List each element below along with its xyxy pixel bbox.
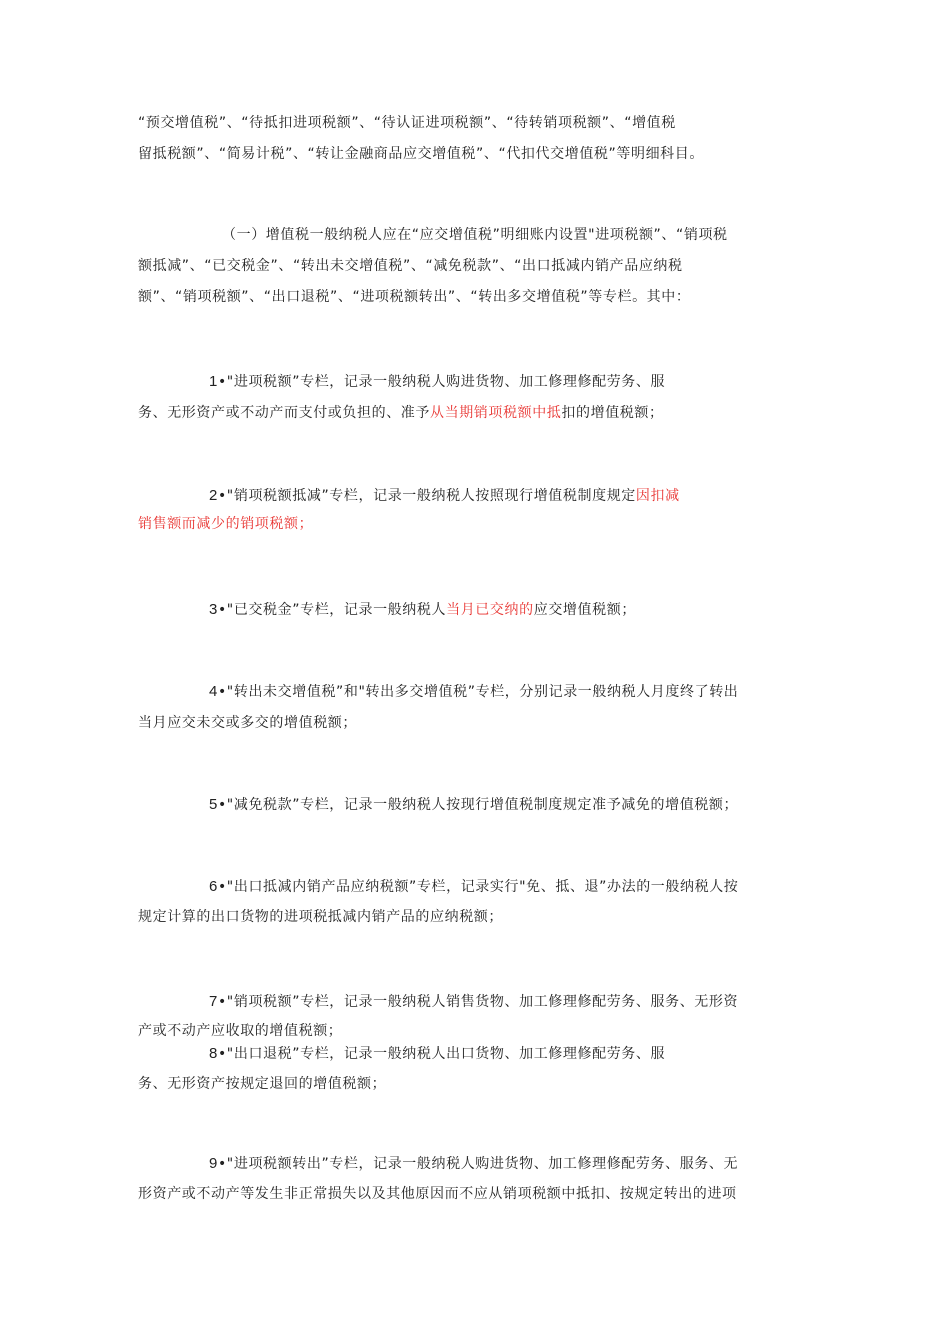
section1-line-3: 额”、“销项税额”、“出口退税”、“进项税额转出”、“转出多交增值税”等专栏。其中： (138, 289, 691, 305)
item-9-line-1 (209, 1155, 738, 1173)
item-6-line-2: 规定计算的出口货物的进项税抵减内销产品的应纳税额； (138, 909, 503, 925)
item-number: 4 (209, 683, 218, 700)
item-1-line-1 (209, 373, 665, 391)
item-text: •"转出未交增值税”和"转出多交增值税”专栏，分别记录一般纳税人月度终了转出 (217, 684, 739, 700)
item-9-line-2: 形资产或不动产等发生非正常损失以及其他原因而不应从销项税额中抵扣、按规定转出的进项 (138, 1186, 737, 1202)
item-text: •"减免税款”专栏，记录一般纳税人按现行增值税制度规定准予减免的增值税额； (217, 797, 739, 813)
intro-line-2: 留抵税额”、“简易计税”、“转让金融商品应交增值税”、“代扣代交增值税”等明细科目。 (138, 146, 704, 162)
item-text: 扣的增值税额； (561, 405, 664, 421)
item-text: •"进项税额转出”专栏，记录一般纳税人购进货物、加工修理修配劳务、服务、无 (217, 1156, 739, 1172)
item-text: •"销项税额抵减”专栏，记录一般纳税人按照现行增值税制度规定 (217, 488, 636, 504)
item-text: 应交增值税额； (533, 602, 636, 618)
item-number: 7 (209, 993, 218, 1010)
item-text: 务、无形资产或不动产而支付或负担的、准予 (138, 405, 430, 421)
item-7-line-2: 产或不动产应收取的增值税额； (138, 1023, 343, 1039)
item-text: •"销项税额”专栏，记录一般纳税人销售货物、加工修理修配劳务、服务、无形资 (217, 994, 739, 1010)
item-8-line-1 (209, 1045, 665, 1063)
item-1-line-2 (138, 404, 664, 422)
item-7-line-1 (209, 993, 738, 1011)
item-number: 8 (209, 1045, 218, 1062)
item-number: 2 (209, 487, 218, 504)
highlighted-text: 销售额而减少的销项税额； (138, 516, 314, 532)
item-5-line-1 (209, 796, 738, 814)
highlighted-text: 从当期销项税额中抵 (430, 405, 562, 421)
highlighted-text: 因扣减 (635, 488, 680, 504)
item-4-line-1 (209, 683, 738, 701)
item-number: 5 (209, 796, 218, 813)
item-number: 6 (209, 878, 218, 895)
item-4-line-2: 当月应交未交或多交的增值税额； (138, 715, 357, 731)
intro-line-1: “预交增值税”、“待抵扣进项税额”、“待认证进项税额”、“待转销项税额”、“增值税 (138, 115, 676, 131)
item-3-line-1 (209, 601, 636, 619)
item-text: •"出口退税”专栏，记录一般纳税人出口货物、加工修理修配劳务、服 (217, 1046, 666, 1062)
item-text: •"出口抵减内销产品应纳税额”专栏，记录实行"免、抵、退”办法的一般纳税人按 (217, 879, 739, 895)
item-8-line-2: 务、无形资产按规定退回的增值税额； (138, 1076, 387, 1092)
item-2-line-1 (209, 487, 680, 505)
highlighted-text: 当月已交纳的 (446, 602, 534, 618)
item-text: •"进项税额”专栏，记录一般纳税人购进货物、加工修理修配劳务、服 (217, 374, 666, 390)
section1-line-1: （一）增值税一般纳税人应在“应交增值税”明细账内设置"进项税额”、“销项税 (222, 227, 728, 243)
item-text: •"已交税金”专栏，记录一般纳税人 (217, 602, 447, 618)
section1-line-2: 额抵减”、“已交税金”、“转出未交增值税”、“减免税款”、“出口抵减内销产品应纳税 (138, 258, 683, 274)
item-number: 3 (209, 601, 218, 618)
item-number: 9 (209, 1155, 218, 1172)
item-number: 1 (209, 373, 218, 390)
item-6-line-1 (209, 878, 738, 896)
item-2-line-2 (138, 515, 313, 533)
